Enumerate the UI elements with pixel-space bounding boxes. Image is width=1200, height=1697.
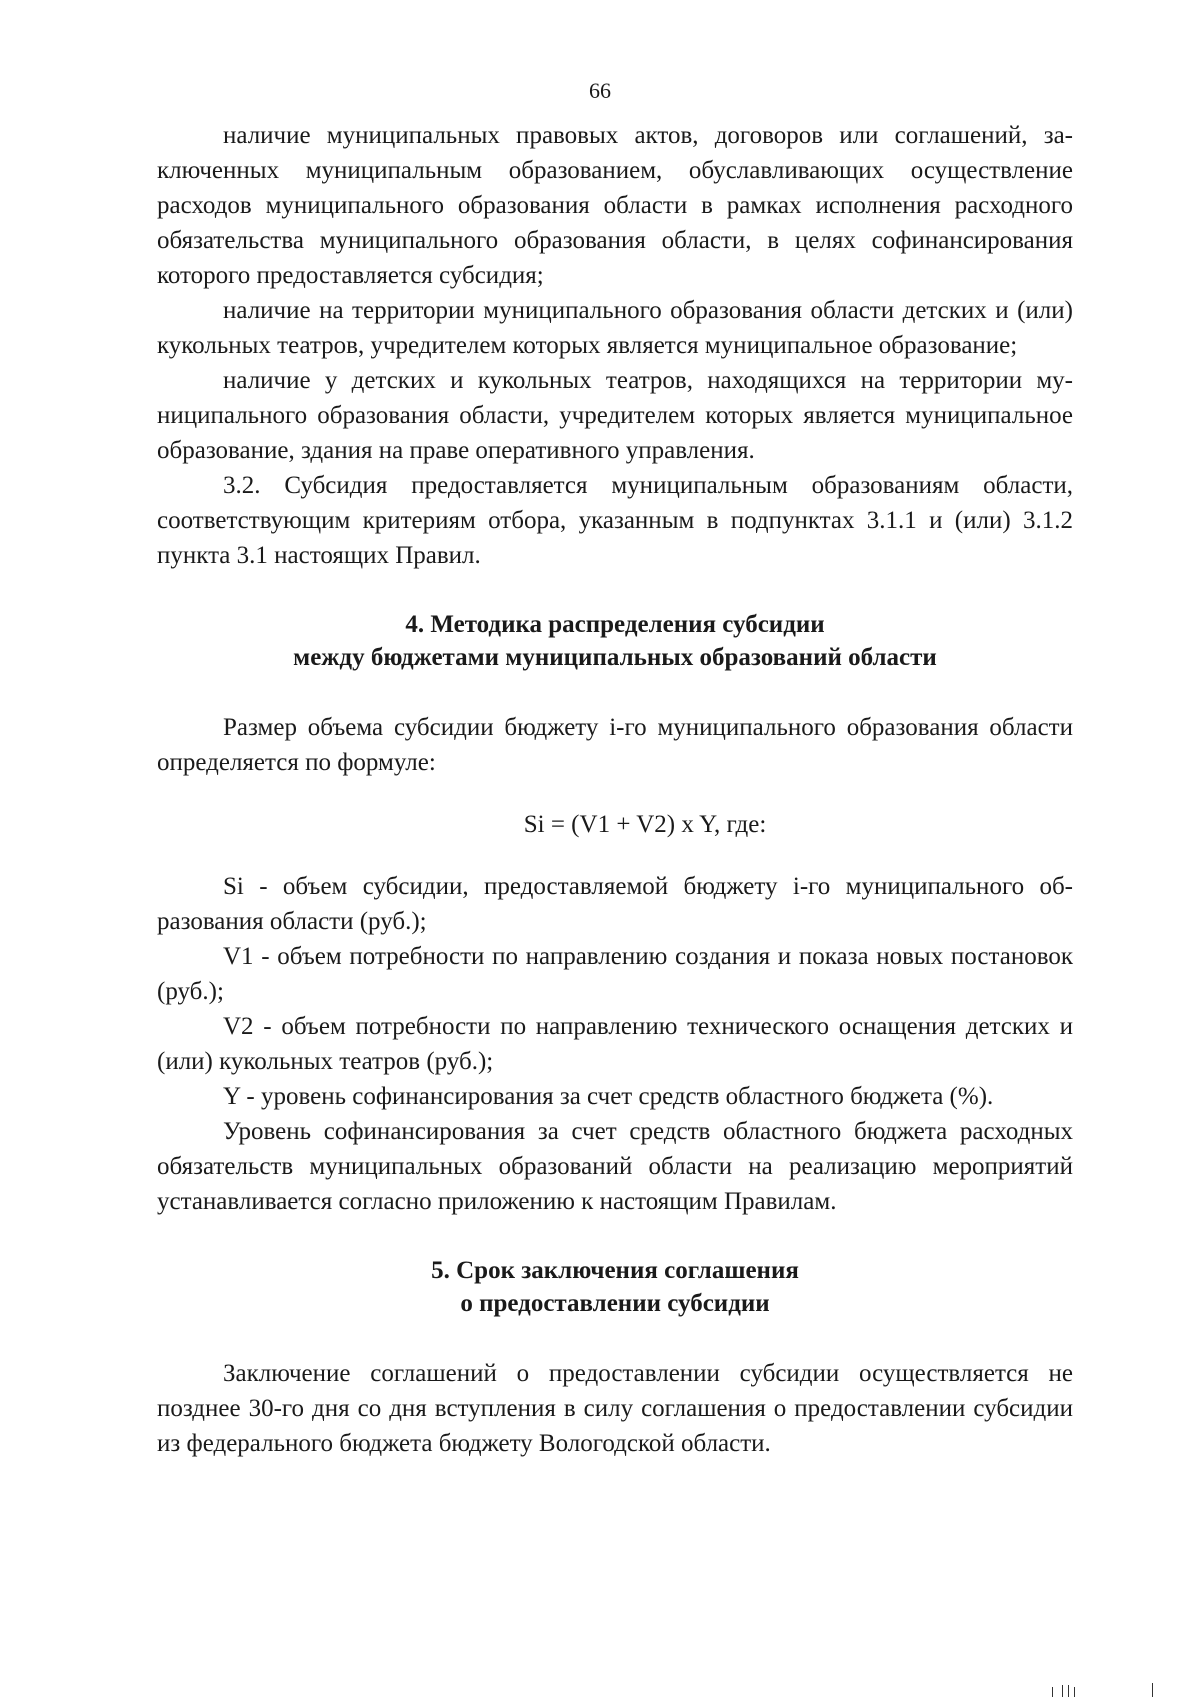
- page-number: 66: [589, 78, 611, 103]
- formula: Si = (V1 + V2) x Y, где:: [523, 811, 767, 838]
- section-4-heading: [157, 608, 1073, 674]
- definition-si: Si - объем субсидии, предоставляемой бюджету i-го муниципального образования области (руб.);: [157, 873, 1073, 935]
- section-5-heading-line2: о предоставлении субсидии: [460, 1290, 770, 1317]
- definition-y: Y - уровень софинансирования за счет средств областного бюджета (%).: [223, 1083, 994, 1110]
- section-4-heading-line1: 4. Методика распределения субсидии: [405, 611, 825, 638]
- section-5-text: Заключение соглашений о предоставлении субсидии осуществляется не позднее 30-го дня со дня вступления в силу соглашения о предоставлении субсидии из федерального бюджета бюджету Вологодской области.: [157, 1360, 1073, 1457]
- document-body: [157, 118, 1073, 1461]
- section-4-closing: Уровень софинансирования за счет средств областного бюджета расходных обязательств муниципальных образований области на реализацию мероприятий устанавливается согласно приложению к настоящим Правилам.: [157, 1118, 1073, 1215]
- paragraph: наличие на территории муниципального образования области детских и (или) кукольных театров, учредителем которых является муниципальное образование;: [157, 297, 1073, 359]
- section-4-intro: Размер объема субсидии бюджету i-го муниципального образования области определяется по формуле:: [157, 714, 1073, 776]
- scan-marks: [1052, 1681, 1172, 1697]
- paragraph: наличие муниципальных правовых актов, договоров или соглашений, заключенных муниципальным образованием, обуславливающих осуществление расходов муниципального образования области в рамках исполнения расходного обязательства муниципального образования области, в целях софинансирования которого предоставляется субсидия;: [157, 122, 1073, 289]
- section-4-heading-line2: между бюджетами муниципальных образований области: [293, 644, 937, 671]
- paragraph: 3.2. Субсидия предоставляется муниципальным образованиям области, соответствующим критериям отбора, указанным в подпунктах 3.1.1 и (или) 3.1.2 пункта 3.1 настоящих Правил.: [157, 472, 1073, 569]
- definition-v1: V1 - объем потребности по направлению создания и показа новых постановок (руб.);: [157, 943, 1073, 1005]
- paragraph: наличие у детских и кукольных театров, находящихся на территории муниципального образования области, учредителем которых является муниципальное образование, здания на праве оперативного управления.: [157, 367, 1073, 464]
- definition-v2: V2 - объем потребности по направлению технического оснащения детских и (или) кукольных театров (руб.);: [157, 1013, 1073, 1075]
- section-5-heading-line1: 5. Срок заключения соглашения: [431, 1257, 799, 1284]
- section-5-heading: [157, 1254, 1073, 1320]
